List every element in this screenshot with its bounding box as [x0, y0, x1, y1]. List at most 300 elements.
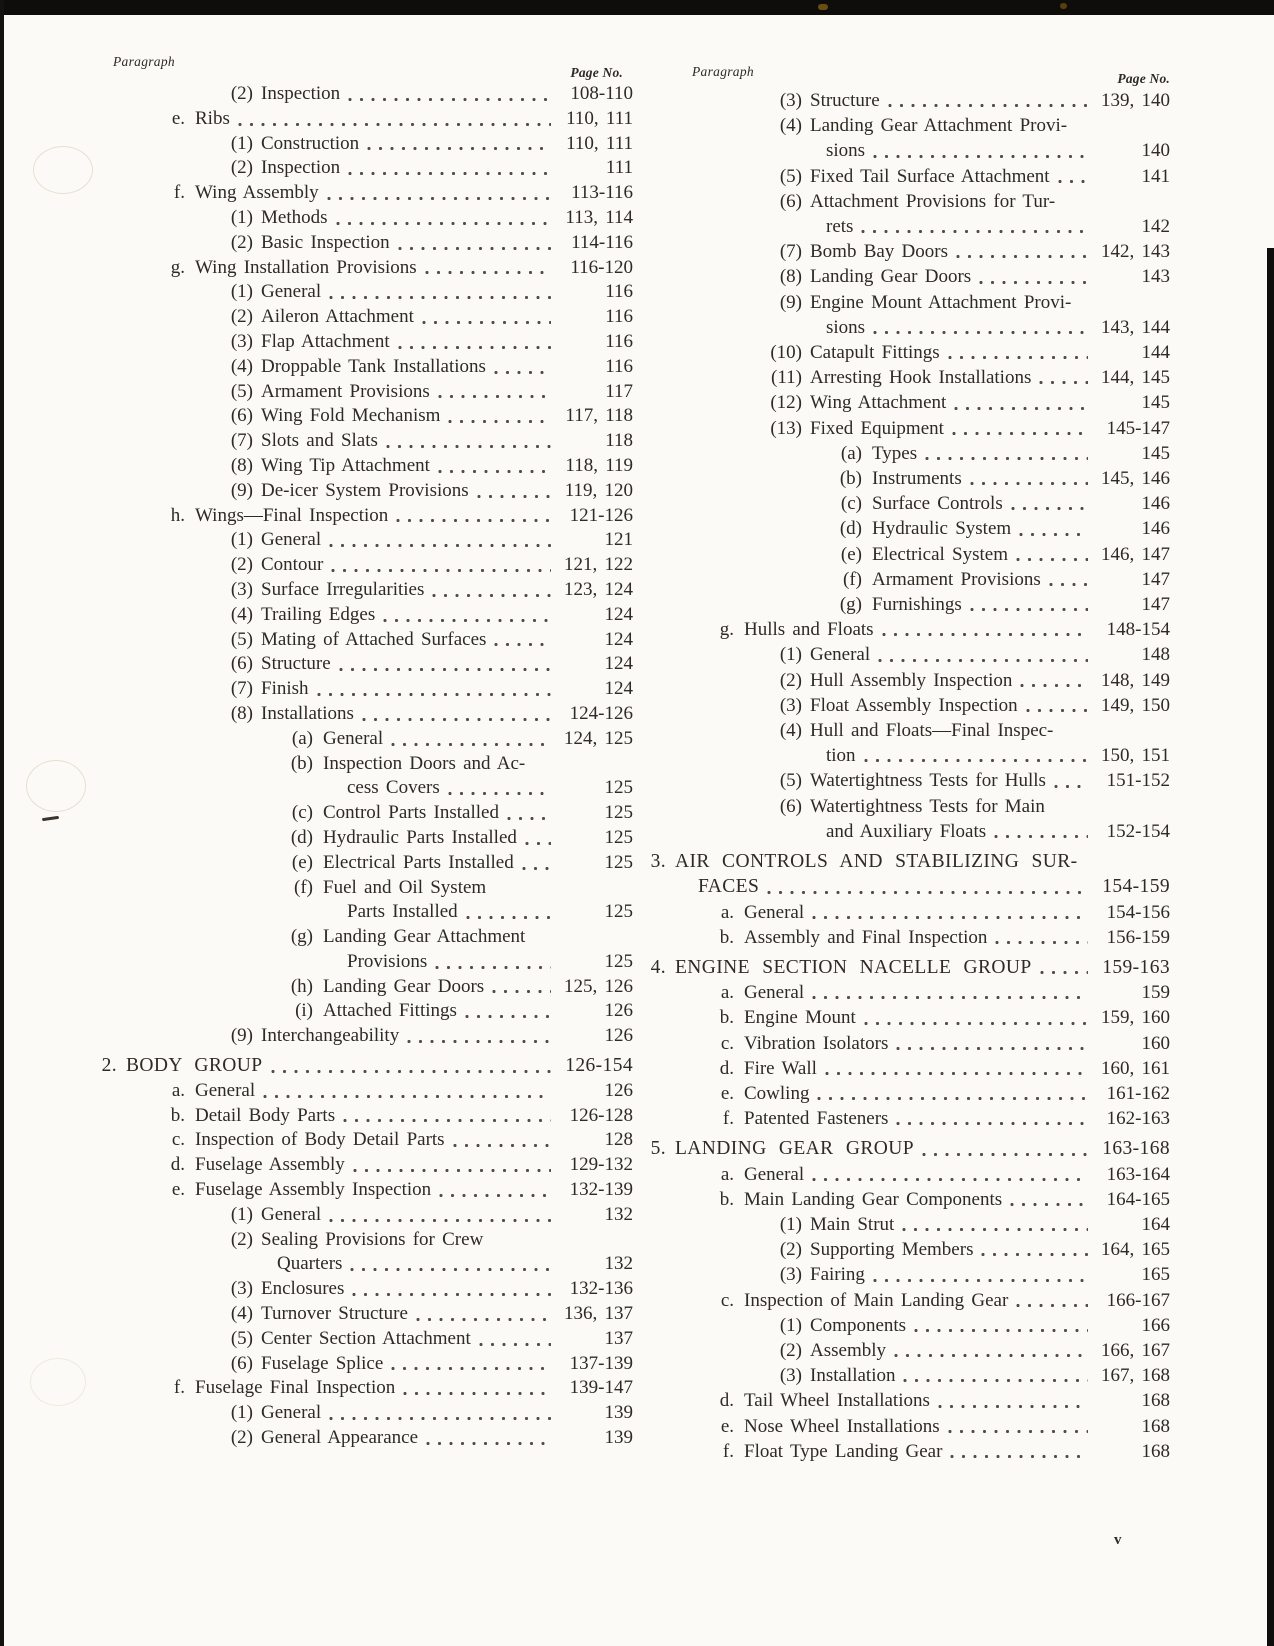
page-number: 148, 149: [1101, 669, 1170, 691]
entry-label: Landing Gear Doors: [323, 975, 485, 997]
entry-marker: (12): [770, 392, 802, 414]
dot-leader: [864, 758, 1088, 763]
entry-marker: (2): [779, 1239, 802, 1261]
dot-leader: [948, 355, 1088, 360]
toc-entry: [95, 206, 633, 231]
dot-leader: [398, 246, 551, 251]
page-number: 126-128: [569, 1104, 633, 1126]
toc-entry: [95, 826, 633, 851]
entry-label: Inspection: [261, 157, 341, 179]
page-number: 125: [604, 851, 633, 873]
toc-entry: [644, 1338, 1170, 1363]
toc-entry: [644, 164, 1170, 189]
dot-leader: [438, 394, 551, 399]
dot-leader: [339, 667, 551, 672]
entry-label: General: [810, 644, 871, 666]
toc-entry: [644, 668, 1170, 693]
entry-marker: (2): [230, 1228, 253, 1250]
entry-marker: (2): [230, 1427, 253, 1449]
entry-marker: f.: [722, 1440, 734, 1462]
dot-leader: [435, 965, 551, 970]
entry-label: Components: [810, 1314, 907, 1336]
dot-leader: [477, 494, 551, 499]
toc-entry: [95, 1277, 633, 1302]
toc-column-left: [95, 50, 633, 1451]
entry-marker: (4): [230, 603, 253, 625]
entry-marker: (e): [291, 851, 313, 873]
entry-label: Control Parts Installed: [323, 802, 499, 824]
page-number: 142, 143: [1101, 241, 1170, 263]
entry-marker: (g): [290, 926, 313, 948]
toc-entry: [644, 1106, 1170, 1131]
toc-entry: [95, 231, 633, 256]
entry-marker: (a): [840, 442, 862, 464]
toc-entry: [644, 592, 1170, 617]
page-number: 124: [604, 603, 633, 625]
entry-label: General: [261, 1203, 322, 1225]
toc-entry-continuation: [95, 776, 633, 801]
dot-leader: [1016, 1303, 1088, 1308]
toc-entry: [95, 801, 633, 826]
entry-label: Landing Gear Attachment Provi-: [810, 115, 1068, 137]
toc-entry: [644, 1005, 1170, 1030]
entry-label: Hydraulic System: [872, 518, 1012, 540]
toc-entry: [95, 727, 633, 752]
paragraph-heading: Paragraph: [113, 54, 175, 69]
scan-top-bar: [0, 0, 1274, 15]
entry-label: Inspection Doors and Ac-: [323, 752, 526, 774]
entry-label: Wing Assembly: [195, 182, 319, 204]
page-number: 139, 140: [1101, 90, 1170, 111]
entry-marker: (h): [290, 975, 313, 997]
entry-label: Surface Irregularities: [261, 578, 425, 600]
toc-entry: [95, 256, 633, 281]
entry-label: Fuel and Oil System: [323, 876, 487, 898]
entry-label: Provisions: [347, 950, 428, 972]
page-number: 166: [1141, 1314, 1170, 1336]
entry-marker: 4.: [650, 956, 666, 978]
page-number: 119, 120: [564, 479, 633, 501]
toc-entry: [95, 1327, 633, 1352]
page-number: 146: [1141, 493, 1170, 515]
dot-leader: [1049, 582, 1088, 587]
toc-entry: [644, 900, 1170, 925]
dot-leader: [873, 1278, 1088, 1283]
entry-label: De-icer System Provisions: [261, 479, 469, 501]
toc-entry: [644, 1388, 1170, 1413]
entry-label: Aileron Attachment: [261, 306, 414, 328]
page-number: 125: [604, 901, 633, 923]
entry-label: Installation: [810, 1365, 896, 1387]
entry-label: Trailing Edges: [261, 603, 376, 625]
toc-entry: [95, 702, 633, 727]
dot-leader: [954, 406, 1088, 411]
page-number: 168: [1141, 1440, 1170, 1462]
page-number: 124: [604, 653, 633, 675]
page-number: 148-154: [1106, 619, 1170, 641]
entry-label: Methods: [261, 206, 328, 228]
dot-leader: [995, 940, 1088, 945]
dot-leader: [878, 658, 1088, 663]
entry-label: Sealing Provisions for Crew: [261, 1228, 484, 1250]
toc-entry: [644, 980, 1170, 1005]
entry-label: Hull Assembly Inspection: [810, 669, 1013, 691]
entry-label: AIR CONTROLS AND STABILIZING SUR-: [675, 851, 1078, 873]
toc-entry: [644, 441, 1170, 466]
page-number: 166-167: [1106, 1289, 1170, 1311]
entry-marker: (13): [770, 417, 802, 439]
entry-marker: (6): [230, 653, 253, 675]
entry-marker: (6): [779, 795, 802, 817]
entry-marker: (1): [230, 206, 253, 228]
entry-label: tion: [826, 745, 856, 767]
column-header: [644, 56, 1170, 88]
entry-label: Wing Fold Mechanism: [261, 405, 441, 427]
dot-leader: [1011, 506, 1088, 511]
page-number: 116: [605, 355, 633, 377]
entry-label: Electrical Parts Installed: [323, 851, 514, 873]
entry-marker: (1): [230, 529, 253, 551]
entry-marker: (c): [840, 493, 862, 515]
entry-marker: (3): [230, 1278, 253, 1300]
page-number: 148: [1141, 644, 1170, 666]
dot-leader: [861, 229, 1088, 234]
toc-entry: [95, 553, 633, 578]
ink-dash-mark: [42, 816, 59, 821]
page-number: 113-116: [571, 182, 633, 204]
entry-label: Fixed Equipment: [810, 417, 944, 439]
page-number: 114-116: [571, 231, 633, 253]
toc-entry: [644, 794, 1170, 819]
dot-leader: [812, 915, 1088, 920]
entry-label: ENGINE SECTION NACELLE GROUP: [675, 956, 1032, 978]
toc-entry: [95, 404, 633, 429]
page-number: 118, 119: [565, 454, 633, 476]
dot-leader: [350, 1267, 551, 1272]
entry-label: General: [744, 901, 805, 923]
entry-label: Arresting Hook Installations: [810, 367, 1032, 389]
page-number: 139: [604, 1427, 633, 1449]
toc-entry: [644, 849, 1170, 874]
dot-leader: [925, 456, 1088, 461]
entry-label: Hydraulic Parts Installed: [323, 826, 517, 848]
toc-entry: [644, 340, 1170, 365]
toc-entries: [644, 88, 1170, 1464]
toc-column-right: [644, 56, 1170, 1464]
entry-label: Nose Wheel Installations: [744, 1415, 940, 1437]
page-number: 121: [604, 529, 633, 551]
dot-leader: [896, 1046, 1088, 1051]
entry-marker: (5): [230, 380, 253, 402]
entry-marker: (6): [230, 405, 253, 427]
entry-marker: f.: [173, 1377, 185, 1399]
toc-entry: [95, 280, 633, 305]
entry-marker: 2.: [101, 1055, 117, 1077]
dot-leader: [352, 1292, 551, 1297]
entry-marker: (1): [230, 132, 253, 154]
toc-entry: [95, 1352, 633, 1377]
toc-entry-continuation: [644, 138, 1170, 163]
dot-leader: [922, 1152, 1088, 1157]
entry-label: Float Assembly Inspection: [810, 694, 1018, 716]
page-number: 159-163: [1102, 956, 1170, 978]
scan-left-edge: [0, 0, 4, 1646]
entry-marker: (g): [839, 594, 862, 616]
entry-marker: (2): [230, 83, 253, 104]
entry-label: Mating of Attached Surfaces: [261, 628, 487, 650]
page-number: 151-152: [1106, 770, 1170, 792]
toc-entry: [95, 429, 633, 454]
dot-leader: [903, 1378, 1088, 1383]
page-number: 126-154: [565, 1055, 633, 1077]
entry-label: Basic Inspection: [261, 231, 390, 253]
page-number: 129-132: [569, 1154, 633, 1176]
page-number: 154-156: [1106, 901, 1170, 923]
entry-marker: (2): [230, 306, 253, 328]
entry-label: Bomb Bay Doors: [810, 241, 948, 263]
dot-leader: [956, 254, 1088, 259]
page-number: 128: [604, 1129, 633, 1151]
toc-entry-continuation: [95, 900, 633, 925]
entry-label: Interchangeability: [261, 1025, 400, 1047]
entry-label: Engine Mount Attachment Provi-: [810, 291, 1072, 313]
toc-entry: [95, 1054, 633, 1079]
page-number: 145-147: [1106, 417, 1170, 439]
toc-entry: [95, 479, 633, 504]
entry-label: Inspection of Body Detail Parts: [195, 1129, 445, 1151]
entry-label: Detail Body Parts: [195, 1104, 336, 1126]
page-number: 118: [605, 430, 633, 452]
dot-leader: [263, 1094, 551, 1099]
toc-entry: [644, 1056, 1170, 1081]
entry-label: BODY GROUP: [126, 1055, 263, 1077]
entry-label: Watertightness Tests for Hulls: [810, 770, 1046, 792]
entry-marker: (3): [779, 1264, 802, 1286]
entry-label: Flap Attachment: [261, 330, 390, 352]
toc-entry: [644, 1363, 1170, 1388]
entry-label: General: [261, 281, 322, 303]
dot-leader: [494, 642, 551, 647]
entry-marker: (3): [779, 694, 802, 716]
page-number: 159, 160: [1101, 1007, 1170, 1029]
toc-entry: [644, 466, 1170, 491]
page-number: 168: [1141, 1390, 1170, 1412]
entry-marker: e.: [171, 107, 185, 129]
entry-marker: (2): [779, 669, 802, 691]
page-number: 137: [604, 1327, 633, 1349]
dot-leader: [348, 97, 551, 102]
entry-label: Wing Attachment: [810, 392, 947, 414]
toc-entry: [95, 1104, 633, 1129]
dot-leader: [1058, 179, 1088, 184]
page-no-heading: Page No.: [570, 65, 623, 80]
page-number: 164-165: [1106, 1188, 1170, 1210]
entry-marker: (d): [290, 826, 313, 848]
toc-entry: [95, 1376, 633, 1401]
entry-marker: (2): [779, 1339, 802, 1361]
entry-label: sions: [826, 316, 866, 338]
entry-marker: b.: [719, 1007, 734, 1029]
dot-leader: [1010, 1202, 1088, 1207]
entry-marker: (a): [291, 727, 313, 749]
entry-marker: a.: [720, 982, 734, 1004]
dot-leader: [353, 1168, 551, 1173]
entry-marker: (5): [779, 165, 802, 187]
dot-leader: [1019, 532, 1088, 537]
dot-leader: [767, 890, 1088, 895]
entry-marker: (1): [779, 1314, 802, 1336]
toc-entry: [644, 1439, 1170, 1464]
scan-right-edge: [1267, 248, 1274, 1646]
toc-entry-continuation: [644, 214, 1170, 239]
entry-marker: (3): [779, 1365, 802, 1387]
toc-entry: [644, 1187, 1170, 1212]
page-number: 125, 126: [564, 975, 633, 997]
entry-label: Inspection of Main Landing Gear: [744, 1289, 1009, 1311]
entry-label: Structure: [810, 90, 880, 111]
entry-label: General: [323, 727, 384, 749]
dot-leader: [479, 1342, 551, 1347]
entry-label: General: [261, 529, 322, 551]
entry-marker: (3): [779, 90, 802, 111]
toc-entry: [95, 1178, 633, 1203]
page-number: 164: [1141, 1213, 1170, 1235]
page-number: 161-162: [1106, 1082, 1170, 1104]
entry-label: Surface Controls: [872, 493, 1003, 515]
toc-entry: [95, 330, 633, 355]
entry-marker: (4): [779, 115, 802, 137]
page-number: 165: [1141, 1264, 1170, 1286]
dot-leader: [817, 1096, 1088, 1101]
toc-entry: [644, 693, 1170, 718]
page-number: 110, 111: [566, 132, 633, 154]
page-number: 132-136: [569, 1278, 633, 1300]
entry-marker: b.: [170, 1104, 185, 1126]
entry-marker: (9): [230, 1025, 253, 1047]
entry-marker: (1): [779, 644, 802, 666]
dot-leader: [416, 1317, 551, 1322]
entry-marker: g.: [170, 256, 185, 278]
dot-leader: [914, 1328, 1088, 1333]
toc-entry-continuation: [95, 1252, 633, 1277]
dot-leader: [1020, 683, 1088, 688]
entry-marker: a.: [171, 1079, 185, 1101]
entry-label: Structure: [261, 653, 331, 675]
toc-entry: [95, 82, 633, 107]
dot-leader: [439, 1193, 551, 1198]
dot-leader: [386, 444, 551, 449]
page-number: 126: [604, 1079, 633, 1101]
toc-entry: [95, 999, 633, 1024]
dot-leader: [396, 518, 551, 523]
entry-label: Landing Gear Attachment: [323, 926, 526, 948]
entry-marker: (b): [839, 468, 862, 490]
entry-label: Slots and Slats: [261, 430, 378, 452]
toc-entry: [95, 1128, 633, 1153]
dot-leader: [1026, 708, 1088, 713]
toc-entry: [644, 416, 1170, 441]
page-number: 164, 165: [1101, 1239, 1170, 1261]
toc-entry: [644, 113, 1170, 138]
entry-marker: (4): [779, 720, 802, 742]
entry-marker: (b): [290, 752, 313, 774]
toc-entry: [644, 516, 1170, 541]
entry-label: Fuselage Splice: [261, 1352, 384, 1374]
dot-leader: [336, 221, 552, 226]
toc-entry: [95, 107, 633, 132]
dot-leader: [888, 103, 1088, 108]
toc-entry: [644, 1162, 1170, 1187]
toc-entry: [95, 454, 633, 479]
entry-label: Fuselage Final Inspection: [195, 1377, 396, 1399]
dot-leader: [882, 632, 1088, 637]
entry-marker: (2): [230, 231, 253, 253]
page-number: 121-126: [569, 504, 633, 526]
dot-leader: [238, 122, 551, 127]
page-number: 139-147: [569, 1377, 633, 1399]
entry-label: Engine Mount: [744, 1007, 856, 1029]
dot-leader: [362, 717, 551, 722]
entry-marker: (4): [230, 1303, 253, 1325]
entry-label: Center Section Attachment: [261, 1327, 471, 1349]
entry-marker: (7): [779, 241, 802, 263]
dot-leader: [873, 154, 1088, 159]
dot-leader: [812, 995, 1088, 1000]
dot-leader: [494, 370, 551, 375]
entry-marker: (10): [770, 342, 802, 364]
dot-leader: [1040, 970, 1088, 975]
page-number: 160, 161: [1101, 1057, 1170, 1079]
entry-marker: a.: [720, 1163, 734, 1185]
dot-leader: [403, 1391, 551, 1396]
page-number: 145: [1141, 392, 1170, 414]
entry-label: Contour: [261, 554, 324, 576]
column-header: [95, 50, 633, 82]
entry-marker: e.: [720, 1082, 734, 1104]
entry-label: General: [744, 982, 805, 1004]
entry-label: Fire Wall: [744, 1057, 817, 1079]
page-number: 123, 124: [564, 578, 633, 600]
entry-label: Fixed Tail Surface Attachment: [810, 165, 1050, 187]
entry-marker: (9): [779, 291, 802, 313]
toc-entry: [95, 677, 633, 702]
entry-label: Float Type Landing Gear: [744, 1440, 943, 1462]
dot-leader: [422, 320, 551, 325]
toc-entry: [644, 189, 1170, 214]
dot-leader: [426, 1441, 551, 1446]
entry-marker: b.: [719, 926, 734, 948]
entry-label: Furnishings: [872, 594, 962, 616]
entry-label: Parts Installed: [347, 901, 458, 923]
entry-marker: (11): [771, 367, 802, 389]
page-number: 156-159: [1106, 926, 1170, 948]
page-number: 124: [604, 678, 633, 700]
toc-entry: [95, 652, 633, 677]
entry-marker: h.: [170, 504, 185, 526]
toc-entry: [644, 925, 1170, 950]
toc-entry-continuation: [95, 950, 633, 975]
page-number: 117: [605, 380, 633, 402]
entry-label: Hull and Floats—Final Inspec-: [810, 720, 1054, 742]
entry-marker: (2): [230, 157, 253, 179]
toc-entry: [644, 390, 1170, 415]
entry-label: Quarters: [277, 1253, 343, 1275]
entry-label: Landing Gear Doors: [810, 266, 972, 288]
entry-marker: f.: [722, 1108, 734, 1130]
dot-leader: [432, 593, 551, 598]
dot-leader: [331, 568, 551, 573]
dot-leader: [950, 1454, 1088, 1459]
